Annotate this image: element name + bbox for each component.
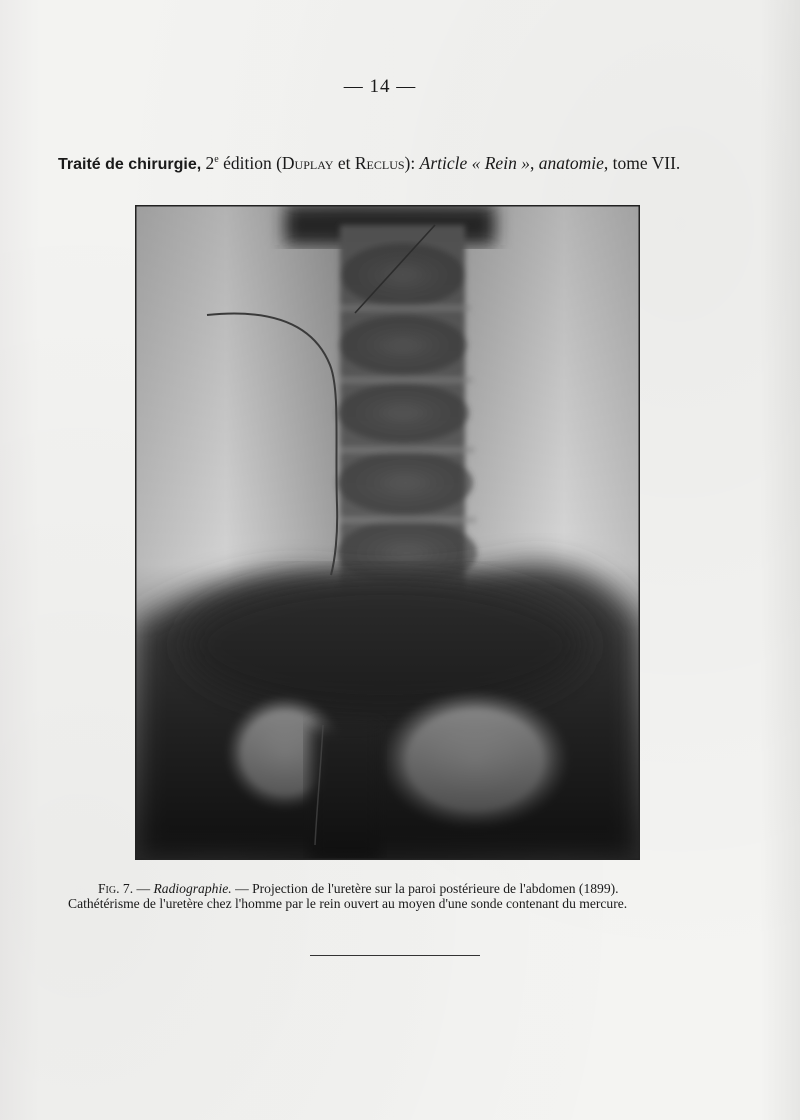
radiograph-figure — [135, 205, 640, 860]
edition-text: édition ( — [218, 153, 282, 173]
author-duplay: Duplay — [281, 153, 334, 173]
book-title: Traité de chirurgie, — [58, 156, 202, 173]
caption-line-2: Cathétérisme de l'uretère chez l'homme par le rein ouvert au moyen d'une sonde contenant du mercure. — [68, 896, 628, 911]
header-punct: ): — [404, 153, 420, 173]
edition-superscript: e — [214, 154, 219, 166]
figure-label: Fig. 7. — [98, 881, 134, 896]
edition-number: 2 — [201, 153, 215, 173]
author-conjunction: et — [333, 153, 355, 173]
page-number: — 14 — — [343, 76, 417, 97]
tome-label: , tome VII. — [603, 153, 681, 173]
page-header — [58, 153, 718, 174]
author-reclus: Reclus — [354, 153, 405, 173]
article-name: Article « Rein » — [419, 153, 530, 173]
section-name: anatomie — [538, 153, 604, 173]
separator-rule — [310, 955, 480, 956]
header-comma: , — [529, 153, 539, 173]
caption-dash: — — [133, 881, 154, 896]
radiograph-image — [135, 205, 640, 860]
caption-line-1: — Projection de l'uretère sur la paroi postérieure de l'abdomen (1899). — [231, 881, 619, 896]
figure-type: Radiographie. — [153, 881, 232, 896]
figure-caption — [68, 881, 720, 911]
